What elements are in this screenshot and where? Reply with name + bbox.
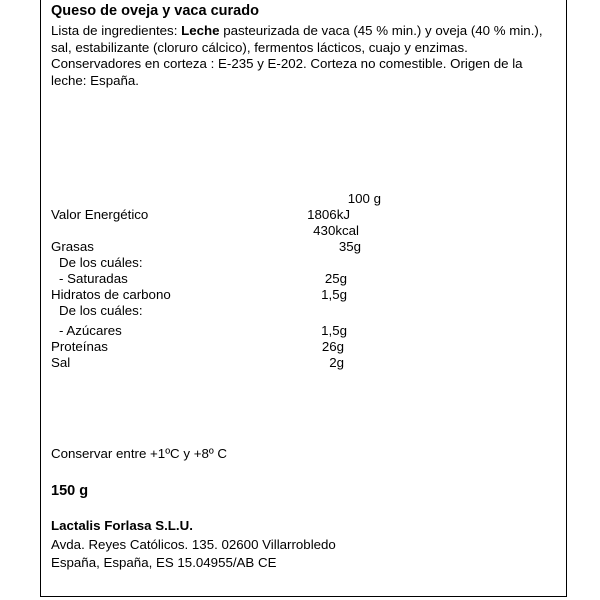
nutrition-value: 430kcal: [313, 223, 359, 238]
nutrition-label: De los cuáles:: [59, 303, 143, 318]
address-line-1: Avda. Reyes Católicos. 135. 02600 Villarrobledo: [51, 537, 336, 552]
nutrition-label: Hidratos de carbono: [51, 287, 171, 302]
nutrition-row: [51, 223, 381, 239]
nutrition-value: 26g: [321, 339, 344, 354]
storage-instructions: Conservar entre +1ºC y +8º C: [51, 446, 228, 461]
nutrition-row: [51, 355, 381, 371]
nutrition-row: [51, 303, 381, 319]
nutrition-label: De los cuáles:: [59, 255, 143, 270]
nutrition-row: [51, 339, 381, 355]
product-title: Queso de oveja y vaca curado: [51, 3, 259, 19]
nutrition-row: [51, 255, 381, 271]
ingredients-prefix: Lista de ingredientes:: [51, 23, 182, 38]
nutrition-header: 100 g: [347, 191, 381, 206]
nutrition-label: - Saturadas: [59, 271, 128, 286]
nutrition-label: - Azúcares: [59, 323, 122, 338]
company-address: [51, 536, 336, 572]
nutrition-row: [51, 207, 381, 223]
nutrition-value: 1,5g: [321, 323, 347, 338]
nutrition-header-row: [0, 191, 381, 207]
nutrition-value: 1806kJ: [307, 207, 350, 222]
nutrition-value: 2g: [329, 355, 344, 370]
nutrition-label: Proteínas: [51, 339, 108, 354]
company-name: Lactalis Forlasa S.L.U.: [51, 518, 193, 533]
nutrition-row: [51, 287, 381, 303]
nutrition-label: Grasas: [51, 239, 94, 254]
ingredients-text: [51, 23, 551, 89]
nutrition-row: [51, 323, 381, 339]
net-weight: 150 g: [51, 483, 89, 499]
nutrition-value: 25g: [324, 271, 347, 286]
nutrition-value: 1,5g: [321, 287, 347, 302]
nutrition-row: [51, 271, 381, 287]
nutrition-value: 35g: [338, 239, 361, 254]
ingredients-bold-word: Leche: [181, 23, 220, 38]
ingredients-rest: pasteurizada de vaca (45 % min.) y oveja (40 % min.), sal, estabilizante (cloruro cálcico), fermentos lácticos, cuajo y enzimas. Conservadores en corteza : E-235 y E-202. Corteza no comestible. Origen de la leche: España.: [51, 23, 543, 88]
nutrition-label: Sal: [51, 355, 71, 370]
address-line-2: España, España, ES 15.04955/AB CE: [51, 555, 277, 570]
nutrition-table: [51, 191, 381, 371]
nutrition-row: [51, 239, 381, 255]
nutrition-label: Valor Energético: [51, 207, 149, 222]
